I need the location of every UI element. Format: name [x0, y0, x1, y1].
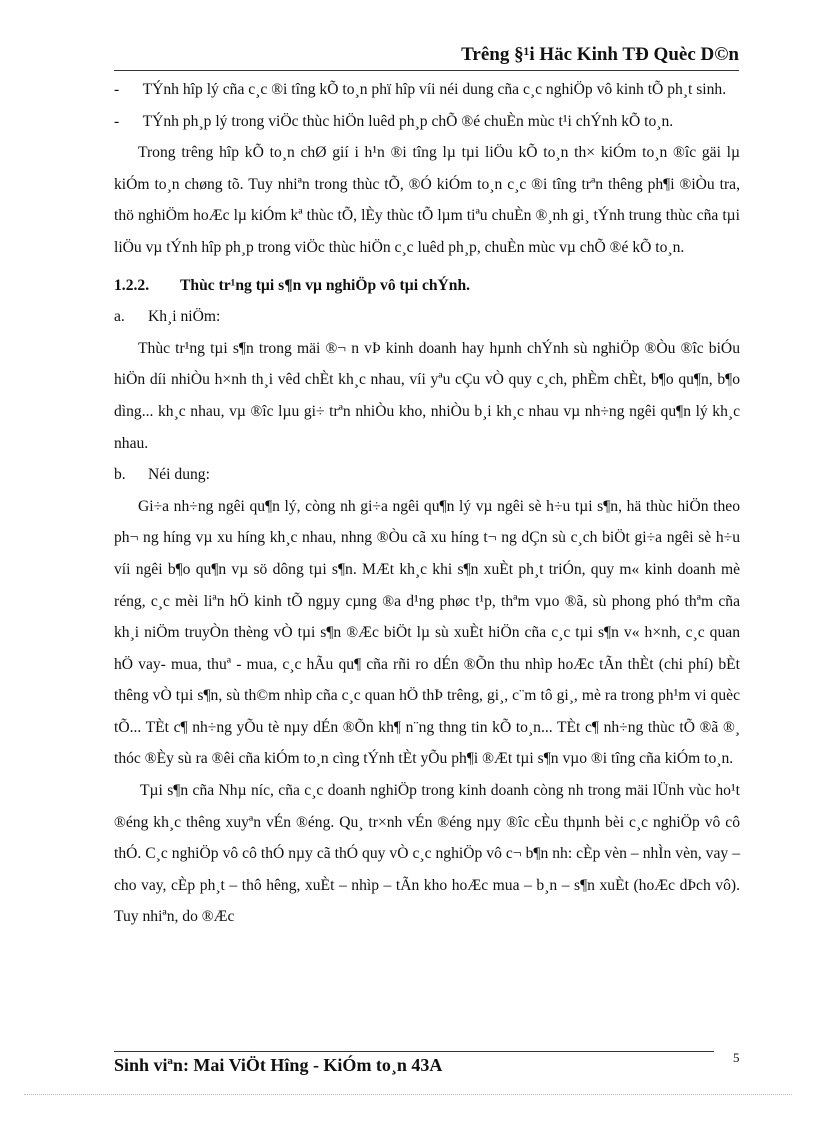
footer-rule — [114, 1051, 714, 1052]
subheading-label: b. — [114, 466, 126, 484]
subheading — [114, 459, 740, 491]
paragraph: Tµi s¶n cña Nhµ níc, cña c¸c doanh nghiÖp trong kinh doanh còng nh trong mäi lÜnh vùc ho¹t ®éng kh¸c thêng xuyªn vÉn ®éng. Qu¸ tr×nh vÉn ®éng nµy ®îc cÈu thµnh bèi c¸c nghiÖp vô cô thÓ. C¸c nghiÖp vô cô thÓ nµy cã thÓ quy vÒ c¸c nghiÖp vô c¬ b¶n nh: cÈp vèn – nhÌn vèn, vay – cho vay, cÈp ph¸t – thô hêng, xuÈt – nhìp – tÃn kho hoÆc mua – b¸n – s¶n xuÈt (hoÆc dÞch vô). Tuy nhiªn, do ®Æc — [114, 782, 740, 926]
bullet-item: - TÝnh hîp lý cña c¸c ®i tîng kÕ to¸n phï hîp víi néi dung cña c¸c nghiÖp vô kinh tÕ ph¸t sinh. — [114, 81, 727, 98]
page-header: Trêng §¹i Häc Kinh TÐ Quèc D©n — [461, 44, 739, 65]
header-rule — [114, 70, 739, 71]
bullet-text: TÝnh ph¸p lý trong viÖc thùc hiÖn luêd ph¸p chÕ ®é chuÈn mùc t¹i chÝnh kÕ to¸n. — [142, 112, 674, 130]
page-bottom-border — [24, 1094, 792, 1095]
section-number: 1.2.2. — [114, 276, 150, 294]
page-number: 5 — [733, 1050, 740, 1065]
subheading-title: Kh¸i niÖm: — [148, 308, 221, 326]
paragraph: Trong trêng hîp kÕ to¸n chØ gií i h¹n ®i tîng lµ tµi liÖu kÕ to¸n th× kiÓm to¸n ®îc gäi lµ kiÓm to¸n chøng tõ. Tuy nhiªn trong thùc tÕ, ®Ó kiÓm to¸n c¸c ®i tîng trªn thêng ph¶i ®iÒu tra, thö nghiÖm hoÆc lµ kiÓm kª thùc tÕ, lÈy thùc tÕ lµm tiªu chuÈn ®¸nh gi¸ tÝnh trung thùc cña tµi liÖu vµ tÝnh hîp ph¸p trong viÖc thùc hiÖn c¸c luêd ph¸p, chuÈn mùc vµ chÕ ®é kÕ to¸n. — [114, 144, 740, 256]
subheading-label: a. — [114, 308, 125, 326]
subheading — [114, 301, 740, 333]
bullet-item: - TÝnh ph¸p lý trong viÖc thùc hiÖn luêd ph¸p chÕ ®é chuÈn mùc t¹i chÝnh kÕ to¸n. — [114, 112, 674, 130]
footer-student: Sinh viªn: Mai ViÖt Hîng - KiÓm to¸n 43A — [114, 1055, 443, 1075]
paragraph: Thùc tr¹ng tµi s¶n trong mäi ®¬ n vÞ kinh doanh hay hµnh chÝnh sù nghiÖp ®Òu ®îc biÓu hiÖn díi nhiÒu h×nh th¸i vêd chÈt kh¸c nhau, víi yªu cÇu vÒ quy c¸ch, phÈm chÈt, b¶o qu¶n, b¶o dìng... kh¸c nhau, vµ ®îc lµu gi÷ trªn nhiÒu kho, nhiÒu b¸i kh¸c nhau vµ nh÷ng ngêi qu¶n lý kh¸c nhau. — [114, 339, 740, 452]
section-heading — [114, 270, 740, 302]
bullet-text: TÝnh hîp lý cña c¸c ®i tîng kÕ to¸n phï hîp víi néi dung cña c¸c nghiÖp vô kinh tÕ ph¸t sinh. — [142, 81, 727, 98]
section-title: Thùc tr¹ng tµi s¶n vµ nghiÖp vô tµi chÝnh. — [180, 276, 471, 294]
paragraph: Gi÷a nh÷ng ngêi qu¶n lý, còng nh gi÷a ngêi qu¶n lý vµ ngêi sè h÷u tµi s¶n, hä thùc hiÖn theo ph¬ ng híng vµ xu híng kh¸c nhau, nhng ®Òu cã xu híng t¬ ng dÇn sù c¸ch biÖt gi÷a ngêi sè h÷u víi ngêi b¶o qu¶n vµ sö dông tµi s¶n. MÆt kh¸c khi s¶n xuÈt ph¸t triÓn, quy m« kinh doanh mè réng, c¸c mèi liªn hÖ kinh tÕ ngµy cµng ®a d¹ng phøc t¹p, thªm vµo ®ã, sù phong phó thªm cña kh¸i niÖm truyÒn thèng vÒ tµi s¶n ®Æc biÖt lµ sù xuÈt hiÖn cña c¸c tµi s¶n v« h×nh, c¸c quan hÖ vay- mua, thuª - mua, c¸c hÃu qu¶ cña rñi ro dÉn ®Õn thu nhìp hoÆc tÃn thÈt (chi phí) bÈt thêng vÒ tµi s¶n, sù th©m nhìp cña c¸c quan hÖ thÞ trêng, gi¸, c¨m tô gi¸, mè ra trong ph¹m vi quèc tÕ... TÈt c¶ nh÷ng yÕu tè nµy dÉn ®Õn kh¶ n¨ng thng tin kÕ to¸n... TÈt c¶ nh÷ng thùc tÕ ®ã ®¸ thóc ®Èy sù ra ®êi cña kiÓm to¸n cìng tÝnh tÈt yÕu ph¶i ®Æt tµi s¶n vµo ®i tîng cña kiÓm to¸n. — [114, 497, 740, 768]
document-body — [114, 74, 740, 933]
subheading-title: Néi dung: — [148, 466, 210, 484]
